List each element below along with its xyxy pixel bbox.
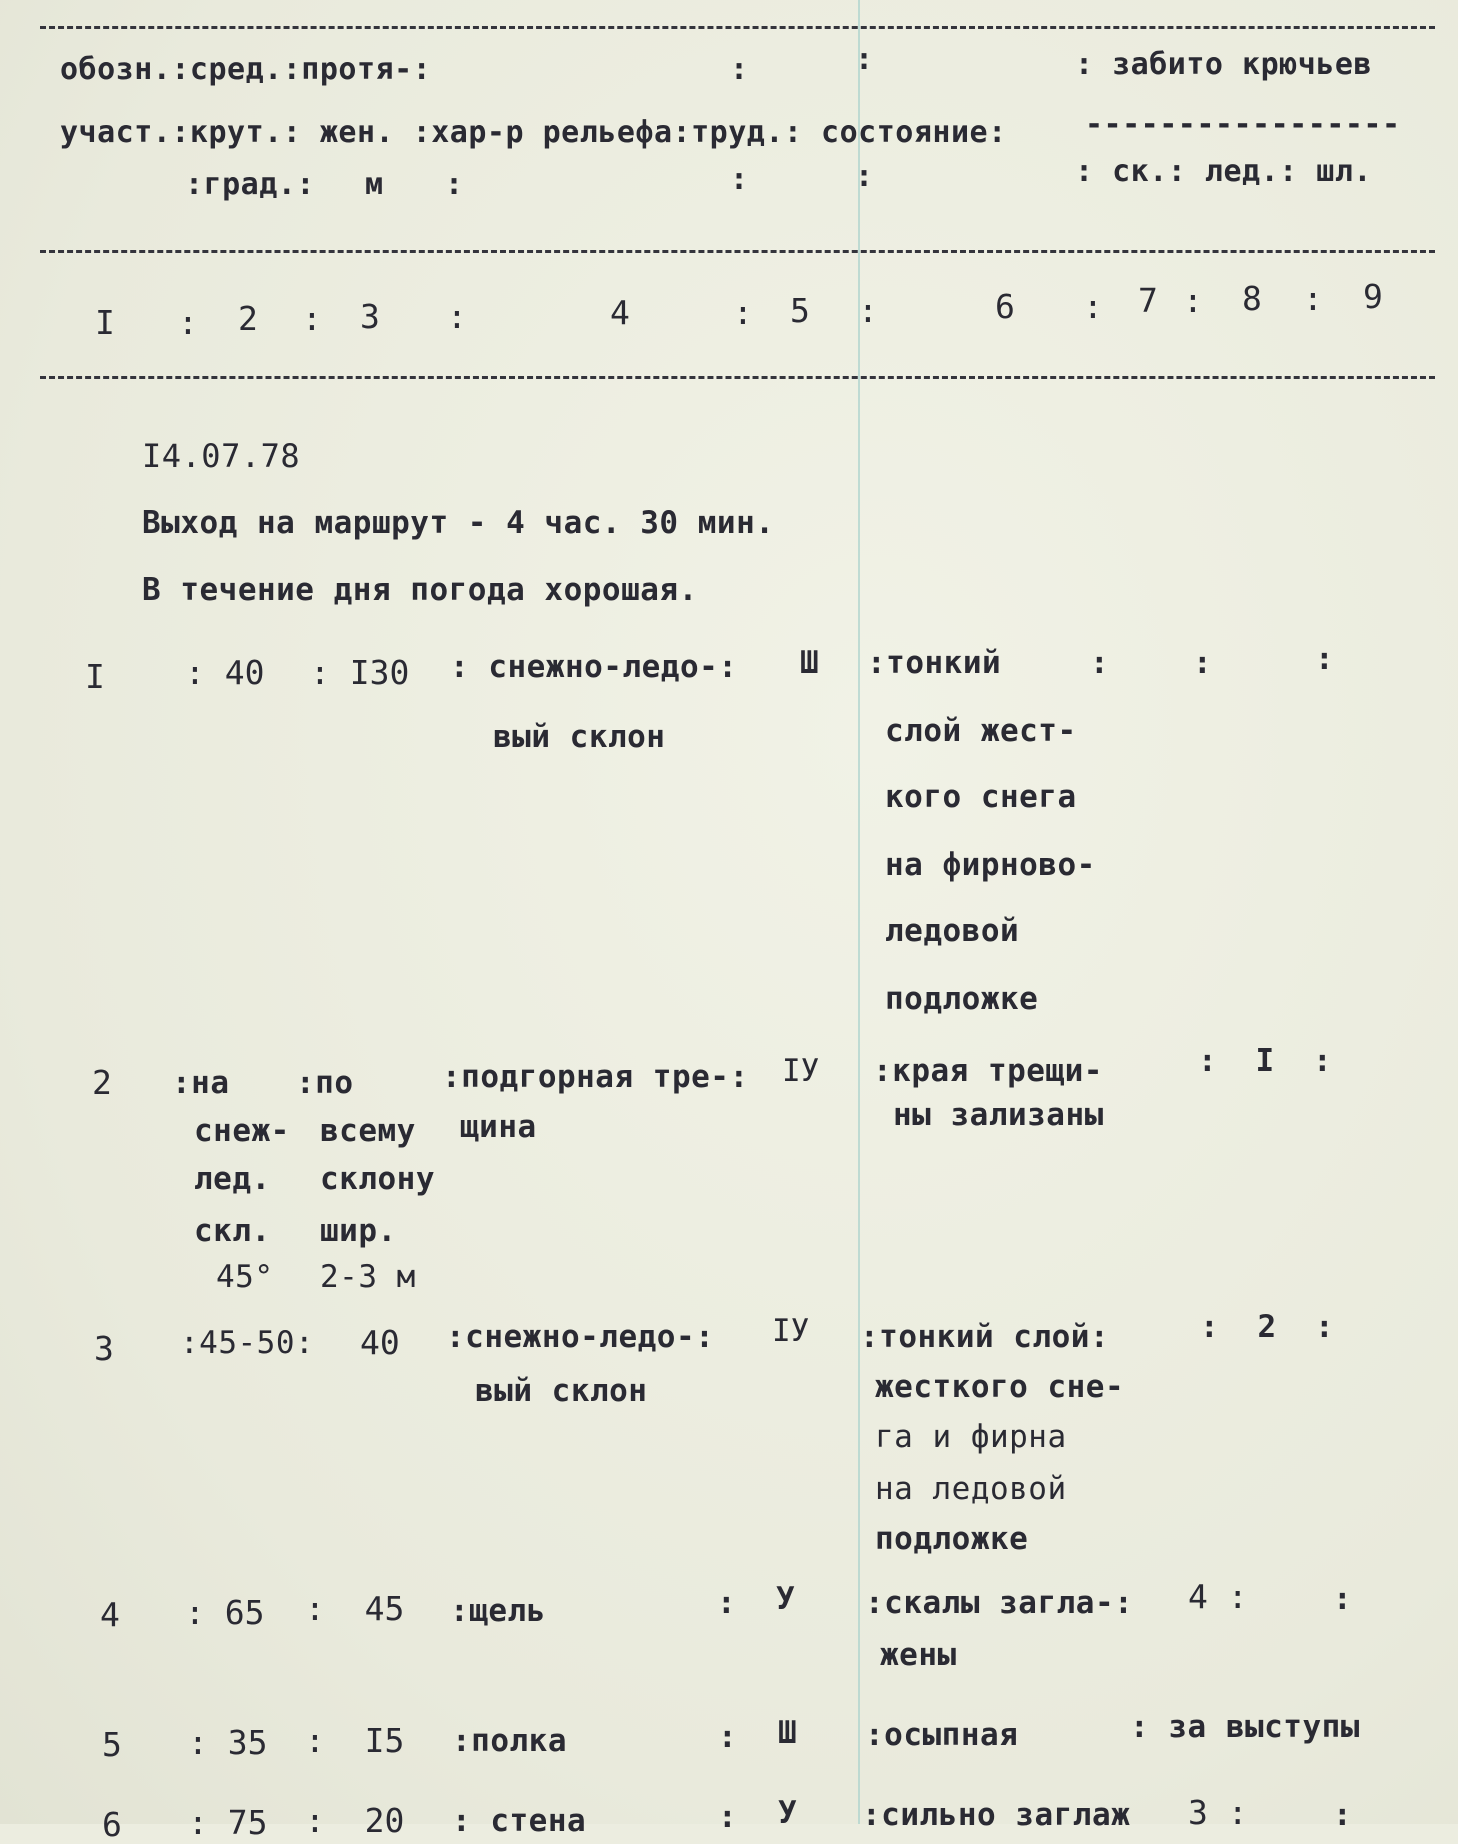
- row-condition: на ледовой: [875, 1471, 1067, 1507]
- row-length: склону: [320, 1161, 435, 1197]
- column-number-sep: :: [1083, 287, 1103, 326]
- row-id: 3: [94, 1329, 114, 1368]
- intro-weather: В течение дня погода хорошая.: [142, 572, 698, 608]
- row-relief: вый склон: [493, 719, 666, 755]
- row-sep: :: [718, 1799, 737, 1835]
- row-angle: : 75: [188, 1803, 268, 1842]
- row-condition: подложке: [885, 981, 1039, 1017]
- column-number-sep: :: [1303, 279, 1323, 318]
- header-sep: :: [730, 162, 749, 197]
- header-sep: :: [855, 42, 874, 77]
- row-condition: :края трещи-: [873, 1053, 1103, 1089]
- row-angle: 45°: [216, 1259, 274, 1295]
- header-sep: :: [445, 167, 464, 202]
- column-number: I: [95, 303, 115, 342]
- row-angle: :на: [172, 1065, 230, 1101]
- row-condition: жесткого сне-: [875, 1369, 1125, 1405]
- row-relief: вый склон: [475, 1373, 648, 1409]
- row-length: : 20: [305, 1801, 405, 1840]
- row-id: 4: [100, 1595, 120, 1634]
- intro-departure: Выход на маршрут - 4 час. 30 мин.: [142, 505, 775, 541]
- row-angle: : 35: [188, 1723, 268, 1762]
- column-number-sep: :: [858, 291, 878, 330]
- row-condition: га и фирна: [875, 1419, 1067, 1455]
- column-number: 5: [790, 291, 810, 330]
- column-number-rule: [40, 376, 1435, 379]
- header-col-labels-2: участ.:крут.: жен. :хар-р рельефа:труд.: состояние:: [60, 115, 1007, 150]
- row-condition: :сильно заглаж: [862, 1797, 1131, 1833]
- row-ice-pitons: : I :: [1198, 1043, 1333, 1079]
- top-rule: [40, 26, 1435, 29]
- row-condition: жены: [880, 1637, 957, 1673]
- entry-date: I4.07.78: [142, 437, 301, 475]
- row-sep: :: [717, 1585, 736, 1621]
- row-length: :по: [296, 1065, 354, 1101]
- column-number-sep: :: [447, 297, 467, 336]
- row-condition: кого снега: [885, 779, 1077, 815]
- column-number: 3: [360, 297, 380, 336]
- row-angle: : 65: [185, 1593, 265, 1632]
- row-condition: подложке: [875, 1521, 1029, 1557]
- row-length: 40: [360, 1323, 400, 1362]
- row-condition: на фирново-: [885, 847, 1096, 883]
- header-sep: :: [730, 52, 749, 87]
- paper-fold-line: [858, 0, 860, 1824]
- row-relief: :щель: [450, 1593, 546, 1629]
- column-number: 8: [1242, 279, 1262, 318]
- row-relief: : снежно-ледо-:: [450, 649, 738, 685]
- row-condition: слой жест-: [885, 713, 1077, 749]
- row-length: 2-3 м: [320, 1259, 416, 1295]
- column-number: 4: [610, 293, 630, 332]
- row-rock-pitons: 3 :: [1188, 1793, 1248, 1832]
- column-number: 7: [1138, 281, 1158, 320]
- row-condition: :тонкий: [867, 645, 1002, 681]
- row-angle: лед.: [194, 1161, 271, 1197]
- column-number-sep: :: [733, 293, 753, 332]
- row-id: I: [85, 657, 105, 696]
- header-rule: [40, 250, 1435, 253]
- header-pitons-label: : забито крючьев: [1075, 47, 1372, 82]
- row-ice-pitons: : 2 :: [1200, 1309, 1335, 1345]
- row-difficulty: У: [778, 1795, 797, 1831]
- row-angle: скл.: [194, 1213, 271, 1249]
- row-difficulty: Ш: [778, 1715, 797, 1751]
- column-number-sep: :: [178, 303, 198, 342]
- row-length: : I5: [305, 1721, 405, 1760]
- row-sep: :: [1193, 645, 1212, 681]
- row-angle: снеж-: [194, 1113, 290, 1149]
- row-condition: :тонкий слой:: [860, 1319, 1110, 1355]
- row-length: шир.: [320, 1213, 397, 1249]
- column-number-sep: :: [302, 299, 322, 338]
- row-condition: ледовой: [885, 913, 1020, 949]
- row-relief: :подгорная тре-:: [442, 1059, 749, 1095]
- row-note: : за выступы: [1130, 1709, 1360, 1745]
- header-col-labels-1: обозн.:сред.:протя-:: [60, 52, 432, 87]
- column-number: 6: [995, 287, 1015, 326]
- row-condition: :осыпная: [865, 1717, 1019, 1753]
- column-number: 2: [238, 299, 258, 338]
- header-pitons-divider: -----------------: [1085, 107, 1401, 142]
- row-sep: :: [1333, 1797, 1352, 1833]
- row-sep: :: [1315, 641, 1334, 677]
- row-condition: :скалы загла-:: [865, 1585, 1134, 1621]
- row-relief: щина: [460, 1109, 537, 1145]
- header-piton-types: : ск.: лед.: шл.: [1075, 154, 1372, 189]
- header-unit-m: м: [365, 167, 384, 202]
- row-angle: : 40: [185, 653, 265, 692]
- row-length: : I30: [310, 653, 410, 692]
- column-number-sep: :: [1183, 281, 1203, 320]
- header-sep: :: [855, 159, 874, 194]
- row-sep: :: [1090, 645, 1109, 681]
- row-difficulty: IУ: [782, 1053, 820, 1089]
- row-relief: :снежно-ледо-:: [446, 1319, 715, 1355]
- row-condition: ны зализаны: [893, 1097, 1104, 1133]
- row-id: 2: [92, 1063, 112, 1102]
- row-angle: :45-50:: [180, 1325, 315, 1361]
- row-rock-pitons: 4 :: [1188, 1577, 1248, 1616]
- header-col-labels-3: :град.:: [185, 167, 315, 202]
- row-length: : 45: [305, 1589, 405, 1628]
- row-sep: :: [718, 1719, 737, 1755]
- row-difficulty: У: [776, 1581, 795, 1617]
- row-sep: :: [1333, 1581, 1352, 1617]
- row-relief: : стена: [452, 1803, 587, 1839]
- row-id: 5: [102, 1725, 122, 1764]
- row-relief: :полка: [452, 1723, 567, 1759]
- row-id: 6: [102, 1805, 122, 1844]
- row-length: всему: [320, 1113, 416, 1149]
- row-difficulty: Ш: [800, 645, 819, 681]
- row-difficulty: IУ: [772, 1313, 810, 1349]
- column-number: 9: [1363, 277, 1383, 316]
